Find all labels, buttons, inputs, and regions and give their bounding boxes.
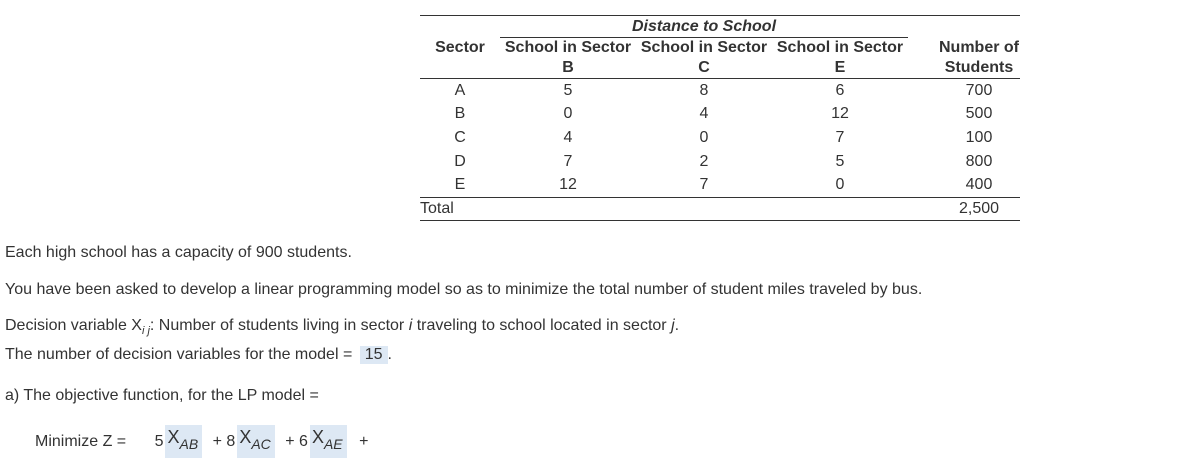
students-cell: 100 — [965, 128, 993, 146]
total-row — [420, 197, 1020, 220]
col-sector-header: Sector — [420, 38, 500, 79]
distance-cell: 4 — [699, 105, 709, 123]
minimize-label: Minimize Z = — [35, 432, 127, 450]
sector-cell: D — [454, 152, 466, 170]
term-coefficient: 5 — [154, 432, 164, 450]
distance-cell: 7 — [835, 128, 845, 146]
total-value: 2,500 — [938, 197, 1020, 220]
distance-cell: 7 — [699, 176, 709, 194]
distance-cell: 5 — [563, 81, 573, 99]
students-cell: 500 — [965, 105, 993, 123]
col-students-header: Number of Students — [938, 38, 1020, 79]
table-row — [420, 150, 1020, 174]
sector-cell: A — [454, 81, 466, 99]
students-cell: 700 — [965, 81, 993, 99]
distance-cell: 6 — [835, 81, 845, 99]
num-variables-text: The number of decision variables for the model = 15 . — [5, 346, 392, 363]
table-row — [420, 126, 1020, 150]
col-e-header: School in Sector E — [772, 38, 908, 79]
variable-x-ac[interactable]: $X_{AC}$ — [237, 425, 274, 458]
capacity-text: Each high school has a capacity of 900 students. — [5, 244, 352, 261]
distance-cell: 0 — [835, 176, 845, 194]
sector-cell: B — [454, 105, 466, 123]
decision-variable-text: Decision variable $X_{i j}$: Number of students living in sector i traveling to school located in sector j. — [5, 317, 680, 337]
distance-cell: 2 — [699, 152, 709, 170]
sector-cell: C — [454, 128, 466, 146]
distance-cell: 4 — [563, 128, 573, 146]
variable-x-ab[interactable]: $X_{AB}$ — [165, 425, 202, 458]
distance-cell: 7 — [563, 152, 573, 170]
term-coefficient: + 8 — [212, 432, 236, 450]
distance-cell: 0 — [699, 128, 709, 146]
students-cell: 800 — [965, 152, 993, 170]
col-c-header: School in Sector C — [636, 38, 772, 79]
distance-table — [420, 15, 1020, 221]
distance-cell: 12 — [831, 105, 849, 123]
distance-cell: 0 — [563, 105, 573, 123]
distance-cell: 12 — [559, 176, 577, 194]
sector-cell: E — [454, 176, 466, 194]
students-cell: 400 — [965, 176, 993, 194]
trailing-plus: + — [359, 432, 369, 450]
term-coefficient: + 6 — [285, 432, 308, 450]
variable-x-ae[interactable]: $X_{AE}$ — [310, 425, 347, 458]
task-text: You have been asked to develop a linear programming model so as to minimize the total number of student miles traveled by bus. — [5, 281, 923, 298]
distance-cell: 5 — [835, 152, 845, 170]
col-b-header: School in Sector B — [500, 38, 636, 79]
table-row — [420, 173, 1020, 197]
table-row — [420, 103, 1020, 127]
distance-header: Distance to School — [500, 17, 908, 38]
objective-function — [35, 425, 372, 458]
num-variables-answer[interactable]: 15 — [360, 346, 388, 364]
table-row — [420, 79, 1020, 103]
part-a-text: a) The objective function, for the LP model = — [5, 387, 319, 404]
total-label: Total — [420, 197, 500, 220]
distance-cell: 8 — [699, 81, 709, 99]
